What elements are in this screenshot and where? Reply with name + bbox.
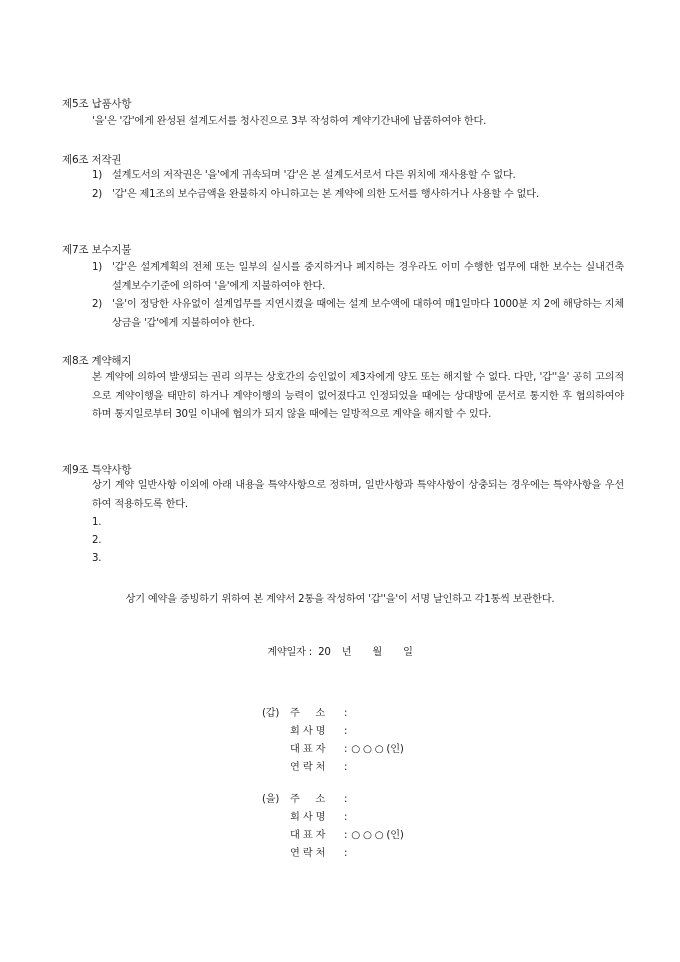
field-label: 연락처 — [290, 762, 329, 773]
party-field-address — [290, 704, 351, 719]
party-field-address — [290, 790, 351, 805]
party-field-contact — [290, 758, 351, 773]
article-5-body: '을'은 '갑'에게 완성된 설계도서를 청사진으로 3부 작성하여 계약기간내에 납품하여야 한다. — [92, 116, 487, 127]
party-tag: (을) — [262, 794, 280, 805]
special-item-1: 1. — [92, 517, 102, 528]
contract-date — [0, 643, 680, 658]
article-8-title: 제8조 계약해지 — [62, 355, 132, 367]
field-label: 주 소 — [290, 708, 329, 719]
item-number: 1) — [92, 170, 103, 181]
item-number: 2) — [92, 189, 103, 200]
party-tag: (갑) — [262, 708, 280, 719]
field-separator: : — [344, 744, 348, 755]
special-item-3: 3. — [92, 553, 102, 564]
article-5-title: 제5조 납품사항 — [62, 98, 132, 110]
contract-date-label: 계약일자 : — [267, 647, 313, 658]
field-value: ○ ○ ○ (인) — [351, 830, 404, 841]
item-text: '갑'은 설계계획의 전체 또는 일부의 실시를 중지하거나 폐지하는 경우라도 이미 수행한 업무에 대한 보수는 실내건축 설계보수기준에 의하여 '을'에게 지불하여야 한다. — [112, 262, 624, 292]
article-9-title: 제9조 특약사항 — [62, 464, 132, 476]
article-6-title: 제6조 저작권 — [62, 154, 122, 166]
item-text: 설계도서의 저작권은 '을'에게 귀속되며 '갑'은 본 설계도서로서 다른 위치에 재사용할 수 없다. — [112, 170, 516, 181]
field-separator: : — [344, 726, 348, 737]
contract-date-month: 월 — [372, 647, 383, 658]
article-7-item — [92, 259, 624, 296]
item-number: 1) — [92, 262, 103, 273]
field-separator: : — [344, 830, 348, 841]
field-separator: : — [344, 762, 348, 773]
article-6-item — [92, 186, 624, 205]
item-number: 2) — [92, 299, 103, 310]
party-field-representative — [290, 740, 404, 755]
field-value: ○ ○ ○ (인) — [351, 744, 404, 755]
article-8-body: 본 계약에 의하여 발생되는 권리 의무는 상호간의 승인없이 제3자에게 양도 또는 해지할 수 없다. 다만, '갑''을' 공히 고의적으로 계약이행을 태만히 하거나 계약이행의 능력이 없어졌다고 인정되었을 때에는 상대방에 문서로 통지한 후 협의하여야 하며 통지일로부터 30일 이내에 협의가 되지 않을 때에는 일방적으로 계약을 해지할 수 있다. — [92, 372, 624, 420]
field-separator: : — [344, 812, 348, 823]
item-text: '갑'은 제1조의 보수금액을 완불하지 아니하고는 본 계약에 의한 도서를 행사하거나 사용할 수 없다. — [112, 189, 539, 200]
field-label: 회사명 — [290, 726, 329, 737]
contract-date-year: 년 — [341, 647, 352, 658]
closing-statement: 상기 예약을 증빙하기 위하여 본 계약서 2통을 작성하여 '갑''을'이 서명 날인하고 각1통씩 보관한다. — [125, 594, 555, 605]
item-text: '을'이 정당한 사유없이 설계업무를 지연시켰을 때에는 설계 보수액에 대하여 매1일마다 1000분 지 2에 해당하는 지체상금을 '갑'에게 지불하여야 한다. — [112, 299, 624, 329]
article-7-item — [92, 296, 624, 333]
field-label: 회사명 — [290, 812, 329, 823]
party-field-contact — [290, 844, 351, 859]
field-label: 주 소 — [290, 794, 329, 805]
article-9-body: 상기 계약 일반사항 이외에 아래 내용을 특약사항으로 정하며, 일반사항과 특약사항이 상충되는 경우에는 특약사항을 우선하여 적용하도록 한다. — [92, 480, 624, 510]
article-6-item — [92, 167, 624, 186]
party-field-representative — [290, 826, 404, 841]
article-7-title: 제7조 보수지불 — [62, 244, 132, 256]
field-separator: : — [344, 848, 348, 859]
party-field-company — [290, 808, 351, 823]
field-separator: : — [344, 794, 348, 805]
contract-date-year-prefix: 20 — [318, 647, 331, 658]
special-item-2: 2. — [92, 535, 102, 546]
field-label: 연락처 — [290, 848, 329, 859]
party-field-company — [290, 722, 351, 737]
field-label: 대표자 — [290, 744, 329, 755]
contract-date-day: 일 — [403, 647, 413, 658]
field-separator: : — [344, 708, 348, 719]
field-label: 대표자 — [290, 830, 329, 841]
